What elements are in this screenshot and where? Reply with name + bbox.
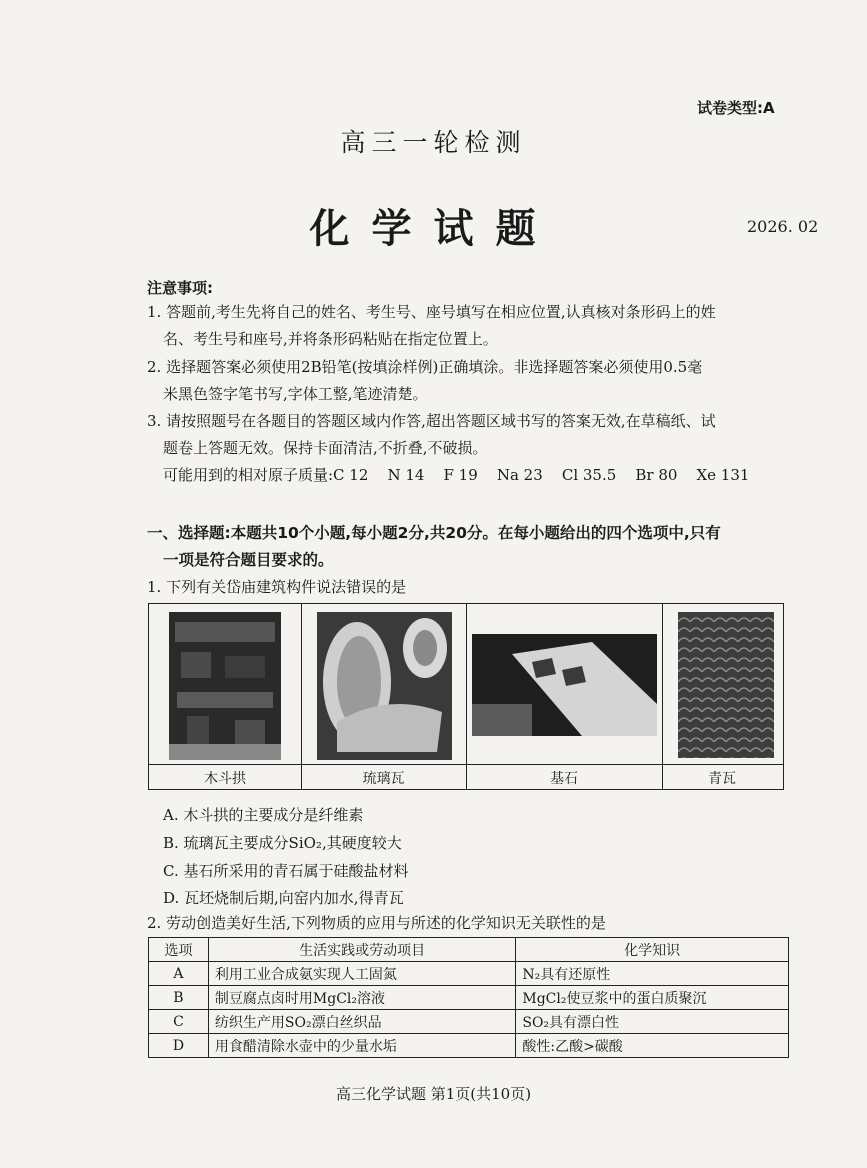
row-option: A [149,962,209,986]
q1-option-a: A. 木斗拱的主要成分是纤维素 [163,806,364,824]
caption-wooden-bracket: 木斗拱 [204,771,246,787]
atomic-masses: 可能用到的相对原子质量:C 12 N 14 F 19 Na 23 Cl 35.5 Br 80 Xe 131 [163,466,750,484]
q1-option-b: B. 琉璃瓦主要成分SiO₂,其硬度较大 [163,834,402,852]
row-option: C [149,1010,209,1034]
row-knowledge: 酸性:乙酸>碳酸 [516,1034,789,1058]
caption-foundation-stone: 基石 [550,771,578,787]
wooden-bracket-photo [169,612,281,760]
q1-option-c: C. 基石所采用的青石属于硅酸盐材料 [163,862,409,880]
foundation-stone-photo [472,634,657,736]
notice-line: 1. 答题前,考生先将自己的姓名、考生号、座号填写在相应位置,认真核对条形码上的姓 [147,303,716,321]
notice-line: 题卷上答题无效。保持卡面清洁,不折叠,不破损。 [163,439,488,457]
row-option: D [149,1034,209,1058]
notice-line: 3. 请按照题号在各题目的答题区域内作答,超出答题区域书写的答案无效,在草稿纸、试 [147,412,716,430]
grey-tile-photo [678,612,774,758]
row-option: B [149,986,209,1010]
row-knowledge: N₂具有还原性 [516,962,789,986]
table-row [149,1010,789,1034]
row-knowledge: SO₂具有漂白性 [516,1010,789,1034]
exam-title: 化学试题 [309,206,558,252]
caption-grey-tile: 青瓦 [708,771,736,787]
q2-table [148,937,789,1058]
header-knowledge: 化学知识 [516,938,789,962]
notice-line: 米黑色签字笔书写,字体工整,笔迹清楚。 [163,385,428,403]
page-footer: 高三化学试题 第1页(共10页) [335,1085,532,1103]
row-practice: 制豆腐点卤时用MgCl₂溶液 [208,986,515,1010]
q1-stem: 1. 下列有关岱庙建筑构件说法错误的是 [147,578,407,596]
header-option: 选项 [149,938,209,962]
row-practice: 用食醋清除水壶中的少量水垢 [208,1034,515,1058]
glazed-tile-photo [317,612,452,760]
caption-glazed-tile: 琉璃瓦 [362,771,405,787]
section-heading: 一、选择题:本题共10个小题,每小题2分,共20分。在每小题给出的四个选项中,只有 [147,524,721,542]
exam-date: 2026. 02 [747,217,819,236]
exam-subtitle: 高三一轮检测 [340,128,527,157]
paper-type-label: 试卷类型:A [697,99,775,117]
q2-stem: 2. 劳动创造美好生活,下列物质的应用与所述的化学知识无关联性的是 [147,914,606,932]
table-row [149,962,789,986]
notice-line: 名、考生号和座号,并将条形码粘贴在指定位置上。 [163,330,498,348]
q1-image-table [148,603,784,790]
section-heading-cont: 一项是符合题目要求的。 [163,551,334,569]
row-knowledge: MgCl₂使豆浆中的蛋白质聚沉 [516,986,789,1010]
table-row [149,986,789,1010]
notice-heading: 注意事项: [147,279,213,297]
q1-option-d: D. 瓦坯烧制后期,向窑内加水,得青瓦 [163,889,404,907]
row-practice: 利用工业合成氨实现人工固氮 [208,962,515,986]
notice-line: 2. 选择题答案必须使用2B铅笔(按填涂样例)正确填涂。非选择题答案必须使用0.5毫 [147,358,703,376]
header-practice: 生活实践或劳动项目 [208,938,515,962]
row-practice: 纺织生产用SO₂漂白丝织品 [208,1010,515,1034]
table-row [149,1034,789,1058]
table-header-row [149,938,789,962]
